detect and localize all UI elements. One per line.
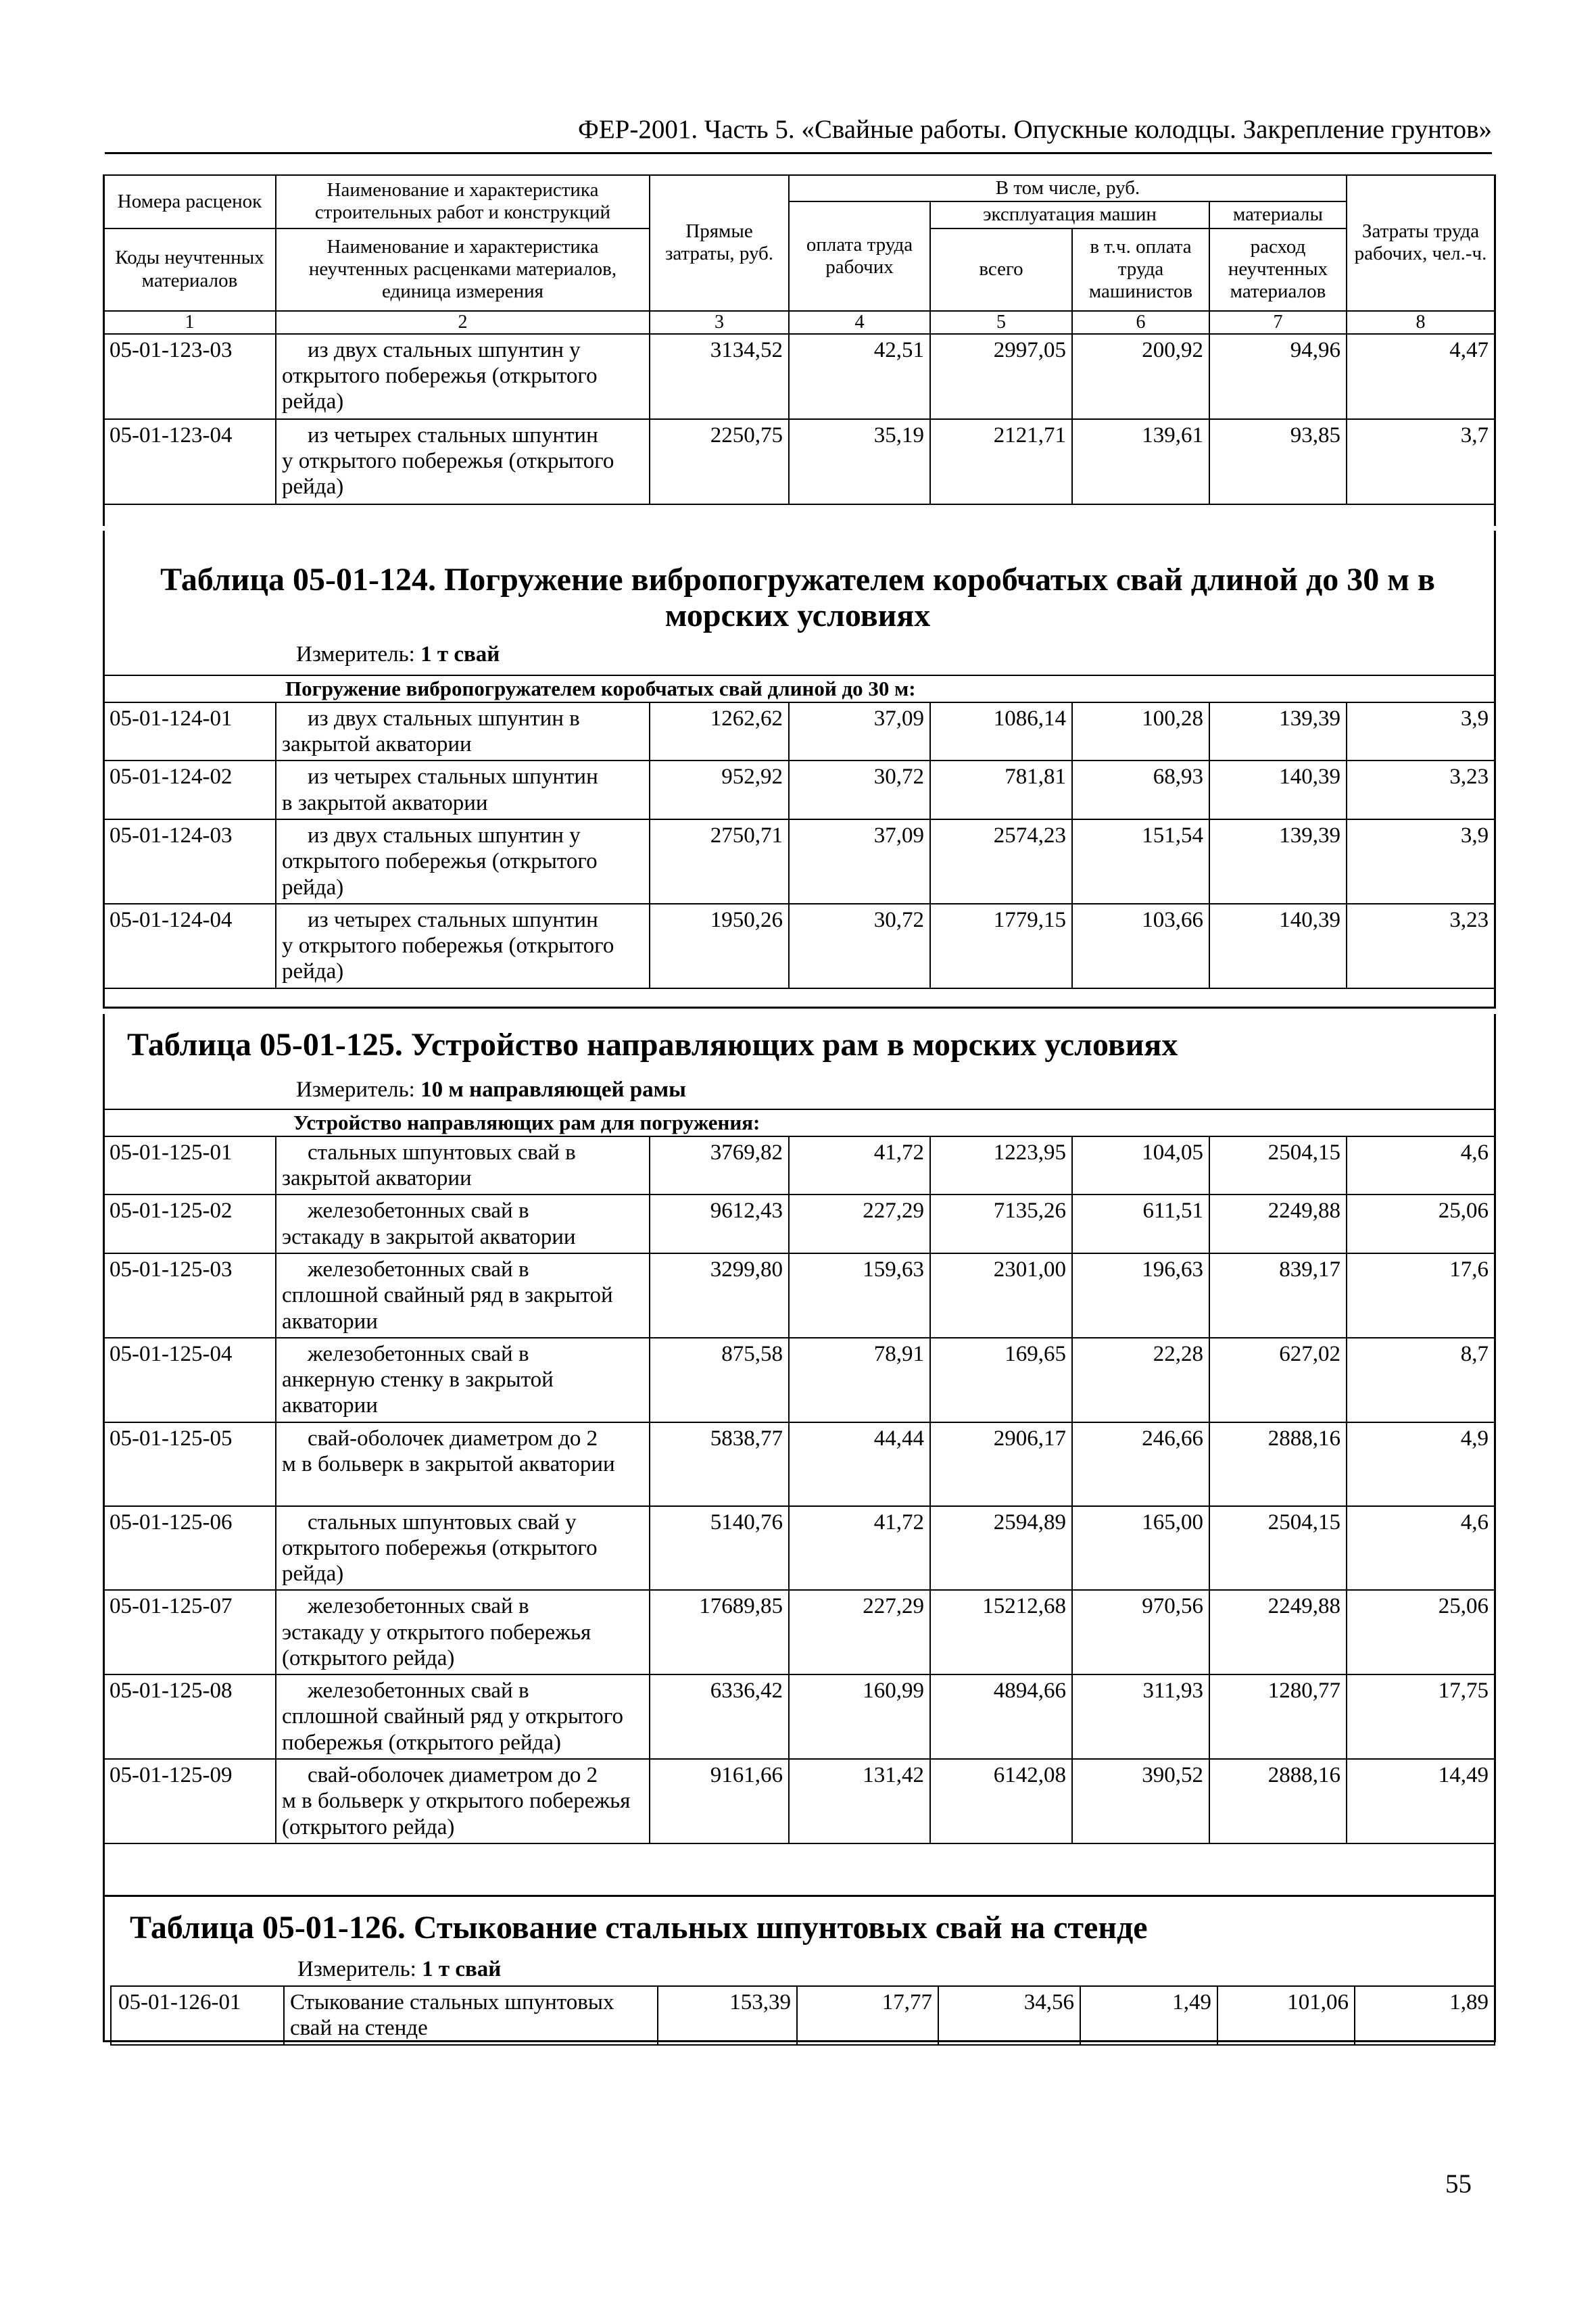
row-name-rest: открытого побережья (открытого рейда) xyxy=(282,849,598,900)
measure-value: 10 м направляющей рамы xyxy=(420,1078,686,1102)
row-code: 05-01-125-09 xyxy=(103,1759,276,1843)
row-name-first: из четырех стальных шпунтин xyxy=(308,765,598,790)
row-labor: 4,47 xyxy=(1347,334,1495,419)
row-labor: 3,23 xyxy=(1347,761,1495,819)
table-row xyxy=(103,761,1495,819)
table-row xyxy=(103,1506,1495,1591)
row-mach-total: 2906,17 xyxy=(930,1422,1072,1506)
table-126-title: Таблица 05-01-126. Стыкование стальных шпунтовых свай на стенде xyxy=(130,1910,1148,1946)
row-direct: 3299,80 xyxy=(650,1253,789,1338)
row-name-rest: открытого побережья (открытого рейда) xyxy=(282,1535,598,1587)
header-materials-group: материалы xyxy=(1209,201,1347,228)
row-name-first: из четырех стальных шпунтин xyxy=(308,423,598,448)
header-machinist-wages: в т.ч. оплата труда машинистов xyxy=(1072,228,1209,311)
colnum: 6 xyxy=(1072,311,1209,334)
row-direct: 875,58 xyxy=(650,1338,789,1422)
row-direct: 3134,52 xyxy=(650,334,789,419)
table-row xyxy=(103,1338,1495,1422)
row-labor: 17,6 xyxy=(1347,1253,1495,1338)
colnum: 3 xyxy=(650,311,789,334)
row-labor: 8,7 xyxy=(1347,1338,1495,1422)
row-name xyxy=(276,334,650,419)
row-code: 05-01-124-02 xyxy=(103,761,276,819)
row-labor: 3,23 xyxy=(1347,904,1495,988)
row-name xyxy=(276,904,650,988)
row-mach-wages: 165,00 xyxy=(1072,1506,1209,1591)
row-wages: 41,72 xyxy=(789,1506,930,1591)
row-labor: 17,75 xyxy=(1347,1674,1495,1759)
row-labor: 4,6 xyxy=(1347,1136,1495,1195)
table-126 xyxy=(110,1985,1495,2046)
row-labor: 14,49 xyxy=(1347,1759,1495,1843)
header-name-top: Наименование и характеристика строительных работ и конструкций xyxy=(276,175,650,228)
row-direct: 6336,42 xyxy=(650,1674,789,1759)
row-mach-wages: 196,63 xyxy=(1072,1253,1209,1338)
measure-label: Измеритель: xyxy=(296,642,415,667)
row-name-first: железобетонных свай в xyxy=(308,1257,529,1282)
row-wages: 17,77 xyxy=(797,1986,938,2045)
row-materials: 94,96 xyxy=(1209,334,1347,419)
row-name xyxy=(276,1136,650,1195)
row-mach-wages: 246,66 xyxy=(1072,1422,1209,1506)
row-mach-total: 2121,71 xyxy=(930,419,1072,504)
measure-value: 1 т свай xyxy=(420,642,500,667)
table-126-measure xyxy=(297,1957,501,1982)
table-row xyxy=(103,1136,1495,1195)
row-labor: 3,9 xyxy=(1347,819,1495,904)
row-wages: 30,72 xyxy=(789,904,930,988)
row-wages: 160,99 xyxy=(789,1674,930,1759)
row-name-first: железобетонных свай в xyxy=(308,1199,529,1224)
header-group-including: В том числе, руб. xyxy=(789,175,1347,201)
row-name xyxy=(276,1253,650,1338)
table-row xyxy=(103,904,1495,988)
row-labor: 25,06 xyxy=(1347,1590,1495,1674)
header-codes-top: Номера расценок xyxy=(103,175,276,228)
row-mach-wages: 100,28 xyxy=(1072,702,1209,761)
row-code: 05-01-124-01 xyxy=(103,702,276,761)
row-code: 05-01-123-03 xyxy=(103,334,276,419)
row-mach-wages: 104,05 xyxy=(1072,1136,1209,1195)
row-labor: 25,06 xyxy=(1347,1195,1495,1253)
table-125-measure xyxy=(296,1078,686,1103)
row-name xyxy=(276,1195,650,1253)
row-name xyxy=(276,1590,650,1674)
row-wages: 30,72 xyxy=(789,761,930,819)
row-mach-total: 7135,26 xyxy=(930,1195,1072,1253)
row-name xyxy=(276,761,650,819)
row-name-rest: эстакаду у открытого побережья (открытого рейда) xyxy=(282,1620,591,1670)
row-materials: 627,02 xyxy=(1209,1338,1347,1422)
colnum: 5 xyxy=(930,311,1072,334)
row-direct: 3769,82 xyxy=(650,1136,789,1195)
header-wages: оплата труда рабочих xyxy=(789,201,930,310)
row-wages: 35,19 xyxy=(789,419,930,504)
table-row xyxy=(103,419,1495,504)
row-wages: 42,51 xyxy=(789,334,930,419)
row-name xyxy=(276,1674,650,1759)
row-mach-total: 169,65 xyxy=(930,1338,1072,1422)
table-row xyxy=(103,1195,1495,1253)
row-direct: 2750,71 xyxy=(650,819,789,904)
row-mach-total: 2997,05 xyxy=(930,334,1072,419)
header-unaccounted-codes: Коды неучтенных материалов xyxy=(103,228,276,311)
section-title: Устройство направляющих рам для погружения: xyxy=(103,1109,1495,1136)
row-name-rest: у открытого побережья (открытого рейда) xyxy=(282,934,614,984)
row-mach-wages: 68,93 xyxy=(1072,761,1209,819)
table-125 xyxy=(103,1109,1495,1844)
row-mach-wages: 22,28 xyxy=(1072,1338,1209,1422)
row-wages: 37,09 xyxy=(789,702,930,761)
table-124-measure xyxy=(296,642,500,667)
table-125-title: Таблица 05-01-125. Устройство направляющих рам в морских условиях xyxy=(127,1027,1178,1063)
row-mach-wages: 200,92 xyxy=(1072,334,1209,419)
table-124-title: Таблица 05-01-124. Погружение вибропогружателем коробчатых свай длиной до 30 м в морских условиях xyxy=(160,562,1435,633)
row-name xyxy=(276,702,650,761)
row-materials: 2504,15 xyxy=(1209,1506,1347,1591)
row-direct: 153,39 xyxy=(658,1986,797,2045)
row-materials: 140,39 xyxy=(1209,761,1347,819)
table-row xyxy=(103,1759,1495,1843)
row-name-rest: эстакаду в закрытой акватории xyxy=(282,1224,576,1249)
row-name xyxy=(276,1759,650,1843)
row-labor: 4,6 xyxy=(1347,1506,1495,1591)
row-name xyxy=(276,419,650,504)
measure-value: 1 т свай xyxy=(422,1957,502,1981)
row-name-rest: у открытого побережья (открытого рейда) xyxy=(282,449,614,500)
row-mach-total: 4894,66 xyxy=(930,1674,1072,1759)
row-code: 05-01-125-07 xyxy=(103,1590,276,1674)
row-code: 05-01-125-01 xyxy=(103,1136,276,1195)
row-name-first: свай-оболочек диаметром до 2 xyxy=(308,1426,598,1451)
row-name-rest: сплошной свайный ряд в закрытой акватории xyxy=(282,1283,613,1334)
table-row xyxy=(103,1253,1495,1338)
row-mach-total: 34,56 xyxy=(938,1986,1080,2045)
section-title: Погружение вибропогружателем коробчатых свай длиной до 30 м: xyxy=(103,675,1495,702)
header-materials-usage: расход неучтенных материалов xyxy=(1209,228,1347,311)
row-materials: 139,39 xyxy=(1209,819,1347,904)
row-name-first: из двух стальных шпунтин у xyxy=(308,337,581,362)
row-direct: 952,92 xyxy=(650,761,789,819)
row-materials: 2249,88 xyxy=(1209,1195,1347,1253)
row-direct: 1950,26 xyxy=(650,904,789,988)
row-wages: 78,91 xyxy=(789,1338,930,1422)
row-name-first: из двух стальных шпунтин в xyxy=(308,706,580,731)
row-materials: 2249,88 xyxy=(1209,1590,1347,1674)
colnum: 7 xyxy=(1209,311,1347,334)
row-name xyxy=(276,1506,650,1591)
row-name: Стыкование стальных шпунтовых свай на стенде xyxy=(284,1986,658,2045)
row-mach-wages: 611,51 xyxy=(1072,1195,1209,1253)
row-name xyxy=(276,1338,650,1422)
row-mach-total: 15212,68 xyxy=(930,1590,1072,1674)
row-code: 05-01-125-03 xyxy=(103,1253,276,1338)
row-direct: 1262,62 xyxy=(650,702,789,761)
row-name-first: свай-оболочек диаметром до 2 xyxy=(308,1763,598,1787)
row-name-rest: закрытой акватории xyxy=(282,1166,472,1191)
row-name-first: стальных шпунтовых свай в xyxy=(308,1140,576,1165)
table-124 xyxy=(103,675,1495,989)
row-name xyxy=(276,1422,650,1506)
row-code: 05-01-125-08 xyxy=(103,1674,276,1759)
row-name-first: железобетонных свай в xyxy=(308,1594,529,1619)
row-direct: 9161,66 xyxy=(650,1759,789,1843)
header-machines-total: всего xyxy=(930,228,1072,311)
row-labor: 1,89 xyxy=(1355,1986,1495,2045)
row-code: 05-01-125-02 xyxy=(103,1195,276,1253)
table-123 xyxy=(103,174,1495,505)
colnum: 1 xyxy=(103,311,276,334)
row-mach-wages: 390,52 xyxy=(1072,1759,1209,1843)
row-code: 05-01-126-01 xyxy=(111,1986,284,2045)
table-row xyxy=(103,334,1495,419)
row-wages: 131,42 xyxy=(789,1759,930,1843)
row-name-rest: сплошной свайный ряд у открытого побережья (открытого рейда) xyxy=(282,1704,623,1755)
section-row xyxy=(103,1109,1495,1136)
row-materials: 139,39 xyxy=(1209,702,1347,761)
row-name-rest: закрытой акватории xyxy=(282,732,472,757)
row-code: 05-01-124-03 xyxy=(103,819,276,904)
row-name-first: стальных шпунтовых свай у xyxy=(308,1510,577,1535)
row-materials: 2888,16 xyxy=(1209,1422,1347,1506)
row-mach-wages: 970,56 xyxy=(1072,1590,1209,1674)
row-name xyxy=(276,819,650,904)
table-row xyxy=(103,819,1495,904)
row-name-first: из четырех стальных шпунтин xyxy=(308,907,598,932)
measure-label: Измеритель: xyxy=(296,1078,415,1102)
row-labor: 3,9 xyxy=(1347,702,1495,761)
row-direct: 9612,43 xyxy=(650,1195,789,1253)
colnum: 8 xyxy=(1347,311,1495,334)
row-wages: 227,29 xyxy=(789,1590,930,1674)
row-mach-total: 6142,08 xyxy=(930,1759,1072,1843)
measure-label: Измеритель: xyxy=(297,1957,416,1981)
row-wages: 159,63 xyxy=(789,1253,930,1338)
row-mach-wages: 139,61 xyxy=(1072,419,1209,504)
row-direct: 17689,85 xyxy=(650,1590,789,1674)
row-name-first: из двух стальных шпунтин у xyxy=(308,823,581,848)
row-materials: 93,85 xyxy=(1209,419,1347,504)
row-wages: 41,72 xyxy=(789,1136,930,1195)
page-header: ФЕР-2001. Часть 5. «Свайные работы. Опускные колодцы. Закрепление грунтов» xyxy=(105,116,1492,154)
header-direct-costs: Прямые затраты, руб. xyxy=(650,175,789,311)
row-code: 05-01-125-06 xyxy=(103,1506,276,1591)
header-labor: Затраты труда рабочих, чел.-ч. xyxy=(1347,175,1495,311)
row-name-first: железобетонных свай в xyxy=(308,1679,529,1704)
section-row xyxy=(103,675,1495,702)
table-row xyxy=(111,1986,1495,2045)
row-mach-total: 1086,14 xyxy=(930,702,1072,761)
row-materials: 101,06 xyxy=(1217,1986,1355,2045)
row-name-rest: м в больверк у открытого побережья (открытого рейда) xyxy=(282,1789,631,1839)
row-name-rest: анкерную стенку в закрытой акватории xyxy=(282,1368,554,1418)
row-mach-total: 781,81 xyxy=(930,761,1072,819)
row-wages: 44,44 xyxy=(789,1422,930,1506)
row-name-rest: м в больверк в закрытой акватории xyxy=(282,1451,615,1476)
row-mach-total: 1779,15 xyxy=(930,904,1072,988)
row-direct: 5838,77 xyxy=(650,1422,789,1506)
row-name-rest: в закрытой акватории xyxy=(282,790,488,815)
row-materials: 1280,77 xyxy=(1209,1674,1347,1759)
header-machines: эксплуатация машин xyxy=(930,201,1209,228)
row-name-rest: открытого побережья (открытого рейда) xyxy=(282,364,598,414)
row-code: 05-01-124-04 xyxy=(103,904,276,988)
colnum: 2 xyxy=(276,311,650,334)
header-unaccounted-name: Наименование и характеристика неучтенных расценками материалов, единица измерения xyxy=(276,228,650,311)
table-row xyxy=(103,702,1495,761)
row-mach-wages: 1,49 xyxy=(1080,1986,1217,2045)
row-code: 05-01-123-04 xyxy=(103,419,276,504)
row-mach-wages: 311,93 xyxy=(1072,1674,1209,1759)
row-wages: 227,29 xyxy=(789,1195,930,1253)
row-code: 05-01-125-04 xyxy=(103,1338,276,1422)
row-materials: 839,17 xyxy=(1209,1253,1347,1338)
row-materials: 140,39 xyxy=(1209,904,1347,988)
row-mach-total: 2301,00 xyxy=(930,1253,1072,1338)
page-number: 55 xyxy=(1445,2169,1472,2198)
row-code: 05-01-125-05 xyxy=(103,1422,276,1506)
row-labor: 4,9 xyxy=(1347,1422,1495,1506)
table-row xyxy=(103,1674,1495,1759)
row-labor: 3,7 xyxy=(1347,419,1495,504)
row-name-first: железобетонных свай в xyxy=(308,1341,529,1366)
row-mach-total: 2574,23 xyxy=(930,819,1072,904)
colnum: 4 xyxy=(789,311,930,334)
row-direct: 5140,76 xyxy=(650,1506,789,1591)
row-materials: 2504,15 xyxy=(1209,1136,1347,1195)
row-wages: 37,09 xyxy=(789,819,930,904)
table-row xyxy=(103,1422,1495,1506)
table-row xyxy=(103,1590,1495,1674)
row-mach-wages: 103,66 xyxy=(1072,904,1209,988)
row-direct: 2250,75 xyxy=(650,419,789,504)
row-mach-total: 2594,89 xyxy=(930,1506,1072,1591)
row-mach-total: 1223,95 xyxy=(930,1136,1072,1195)
row-mach-wages: 151,54 xyxy=(1072,819,1209,904)
row-materials: 2888,16 xyxy=(1209,1759,1347,1843)
